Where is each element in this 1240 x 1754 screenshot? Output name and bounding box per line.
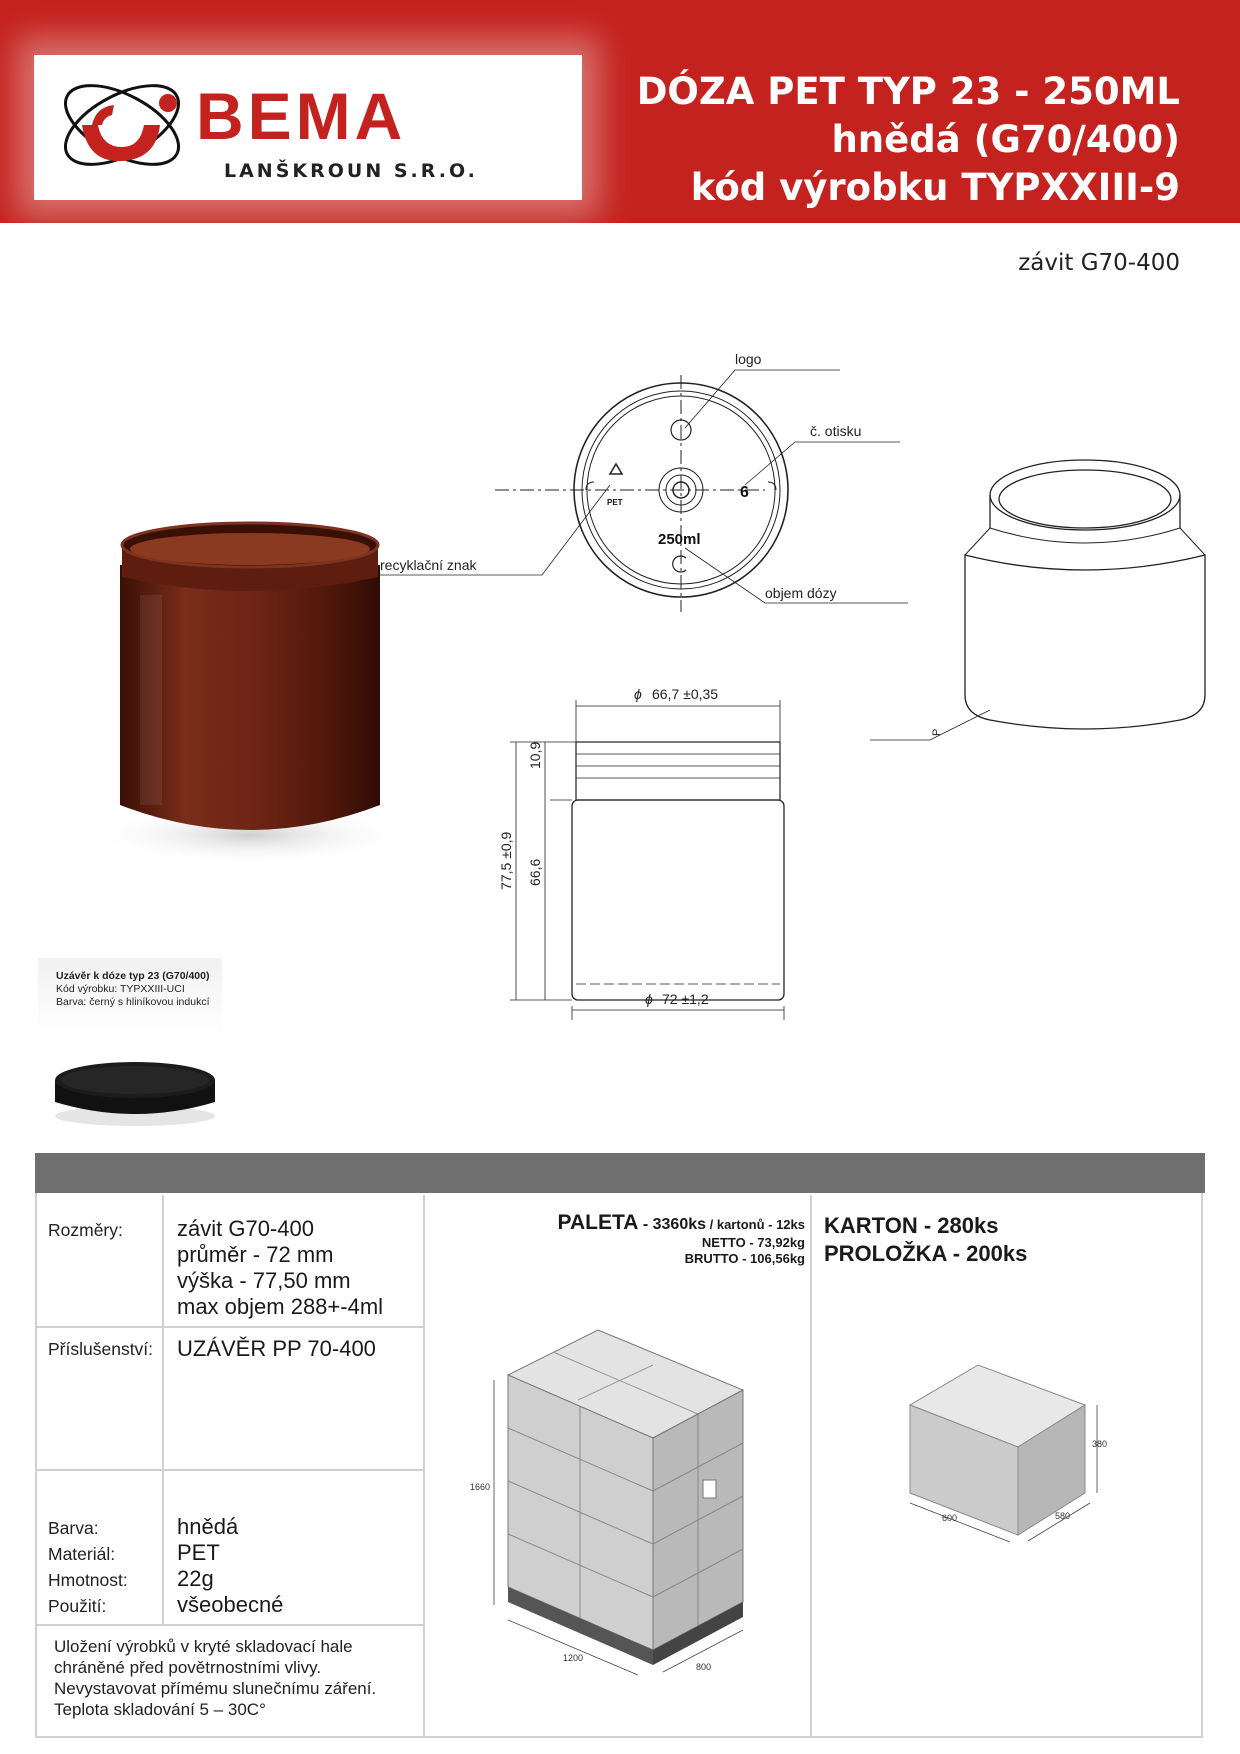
divider [810,1195,812,1738]
dimensions-values [177,1216,383,1320]
divider [35,1624,425,1626]
lid-caption [38,958,222,1036]
phi-symbol-bottom: ϕ [645,991,653,1007]
thread-label: závit G70-400 [1018,250,1180,276]
dimension-diameter: průměr - 72 mm [177,1242,334,1267]
usage-label: Použití: [48,1596,107,1616]
dim-diameter-top: 66,7 ±0,35 [652,686,719,702]
header-band [0,0,1240,223]
carton-header [824,1212,1027,1268]
brand-logo [34,55,582,200]
usage-value: všeobecné [177,1592,284,1617]
material-value: PET [177,1540,220,1565]
pallet-title: PALETA - 3360ks / kartonů - 12ks [557,1211,805,1234]
technical-drawing [380,320,1230,1020]
dim-total-height: 77,5 ±0,9 [498,831,514,890]
lid-color: Barva: černý s hliníkovou indukcí [56,996,210,1008]
pallet-dim-height: 1660 [470,1482,491,1492]
dimension-thread: závit G70-400 [177,1216,314,1241]
mould-digit: 6 [740,484,749,501]
table-header-bar [35,1153,1205,1193]
pet-mark: PET [607,498,623,507]
mould-callout: č. otisku [810,423,862,439]
dimensions-label: Rozměry: [48,1220,123,1240]
lid-photo [50,1058,220,1128]
pallet-netto: NETTO - 73,92kg [701,1235,805,1250]
brand-name: BEMA [196,79,407,153]
pallet-brutto: BRUTTO - 106,56kg [684,1251,805,1266]
accessories-label: Příslušenství: [48,1339,154,1359]
carton-dim-width: 580 [1055,1511,1071,1521]
storage-line: Uložení výrobků v kryté skladovací hale [54,1637,353,1656]
bema-logo-icon [52,63,192,193]
product-title [637,68,1180,212]
color-value: hnědá [177,1514,239,1539]
storage-note [54,1636,434,1720]
divider [35,1326,425,1328]
storage-line: Teplota skladování 5 – 30C° [54,1700,266,1719]
dim-body-height: 66,6 [527,858,543,886]
volume-mark: 250ml [658,531,701,548]
material-label: Materiál: [48,1544,116,1564]
jar-photo [100,505,400,885]
brand-subtitle: LANŠKROUN S.R.O. [224,160,478,182]
carton-diagram [890,1345,1130,1545]
divider [162,1195,164,1625]
lid-code: Kód výrobku: TYPXXIII-UCI [56,983,185,995]
carton-dim-height: 380 [1092,1439,1108,1449]
perspective-view [965,460,1205,729]
weight-label: Hmotnost: [48,1570,128,1590]
side-view [572,742,784,1000]
title-line-3: kód výrobku TYPXXIII-9 [690,166,1180,209]
storage-line: Nevystavovat přímému slunečnímu záření. [54,1679,377,1698]
recycling-callout: recyklační znak [380,557,477,573]
divider [35,1469,425,1471]
carton-dim-length: 600 [942,1513,958,1523]
color-label: Barva: [48,1518,99,1538]
pallet-dim-width: 800 [696,1662,712,1672]
dim-neck-height: 10,9 [527,741,543,769]
pallet-header [430,1211,805,1267]
title-line-2: hnědá (G70/400) [831,118,1180,161]
title-line-1: DÓZA PET TYP 23 - 250ML [636,70,1180,113]
dim-diameter-bottom: 72 ±1,2 [662,991,709,1007]
divider-count: PROLOŽKA - 200ks [824,1241,1028,1266]
volume-callout: objem dózy [765,585,837,601]
dimension-height: výška - 77,50 mm [177,1268,351,1293]
dimension-volume: max objem 288+-4ml [177,1294,384,1319]
storage-line: chráněné před povětrnostními vlivy. [54,1658,322,1677]
pallet-diagram [470,1320,758,1680]
phi-symbol-top: ϕ [634,686,642,702]
perspective-mark: P [931,728,943,736]
lid-title: Uzávěr k dóze typ 23 (G70/400) [56,970,210,982]
accessories-value: UZÁVĚR PP 70-400 [177,1336,376,1361]
logo-callout: logo [735,351,762,367]
pallet-dim-length: 1200 [563,1653,584,1663]
weight-value: 22g [177,1566,214,1591]
carton-count: KARTON - 280ks [824,1213,999,1238]
